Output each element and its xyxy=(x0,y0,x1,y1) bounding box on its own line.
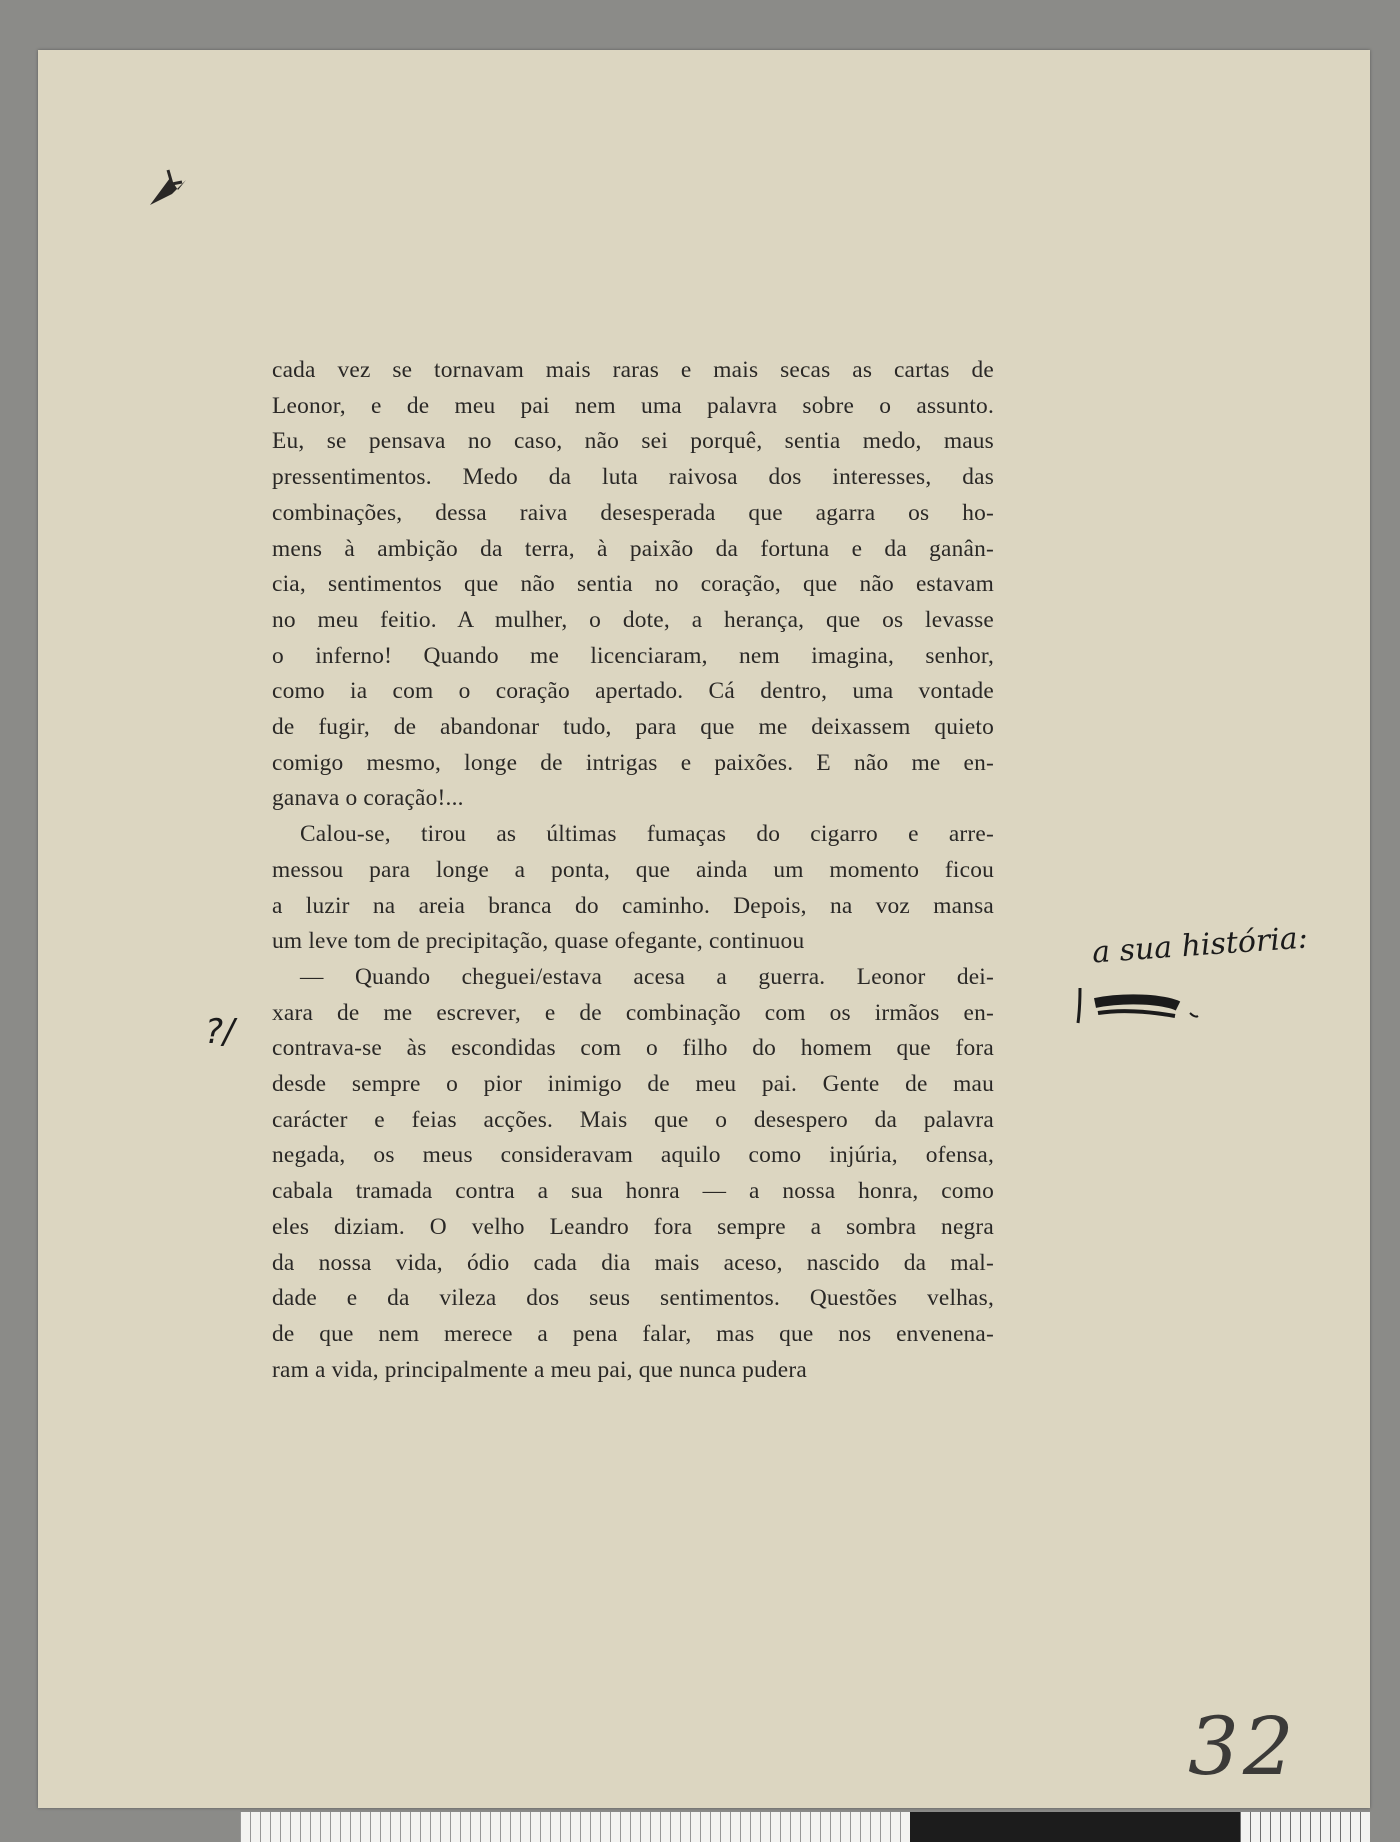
text-line: eles diziam. O velho Leandro fora sempre a sombra negra xyxy=(272,1213,994,1240)
body-text xyxy=(272,353,994,1388)
scale-ruler xyxy=(240,1812,1370,1842)
text-line: a luzir na areia branca do caminho. Depois, na voz mansa xyxy=(272,892,994,919)
text-line: contrava-se às escondidas com o filho do homem que fora xyxy=(272,1035,994,1062)
text-line: de que nem merece a pena falar, mas que nos envenena- xyxy=(272,1320,994,1347)
text-line: um leve tom de precipitação, quase ofegante, continuou xyxy=(272,928,805,955)
text-line: pressentimentos. Medo da luta raivosa dos interesses, das xyxy=(272,464,994,491)
text-line: no meu feitio. A mulher, o dote, a herança, que os levasse xyxy=(272,606,994,633)
star-mark-icon xyxy=(130,150,200,220)
text-line: ganava o coração!... xyxy=(272,785,464,812)
margin-mark-left: ?/ xyxy=(205,1012,235,1052)
text-line: de fugir, de abandonar tudo, para que me deixassem quieto xyxy=(272,714,994,741)
text-line: Leonor, e de meu pai nem uma palavra sobre o assunto. xyxy=(272,392,994,419)
margin-note-right xyxy=(1050,920,1350,1040)
text-line: desde sempre o pior inimigo de meu pai. Gente de mau xyxy=(272,1071,994,1098)
text-line: Calou-se, tirou as últimas fumaças do cigarro e arre- xyxy=(300,821,994,848)
text-line: negada, os meus consideravam aquilo como injúria, ofensa, xyxy=(272,1142,994,1169)
text-line: mens à ambição da terra, à paixão da fortuna e da ganân- xyxy=(272,535,994,562)
text-line: cia, sentimentos que não sentia no coração, que não estavam xyxy=(272,571,994,598)
text-line: como ia com o coração apertado. Cá dentro, uma vontade xyxy=(272,678,994,705)
text-line: cabala tramada contra a sua honra — a nossa honra, como xyxy=(272,1178,994,1205)
handwritten-note: a sua história: xyxy=(1091,920,1309,971)
page-number: 32 xyxy=(1188,1700,1298,1793)
text-line: da nossa vida, ódio cada dia mais aceso, nascido da mal- xyxy=(272,1249,994,1276)
text-line: ram a vida, principalmente a meu pai, que nunca pudera xyxy=(272,1356,807,1383)
text-line: cada vez se tornavam mais raras e mais secas as cartas de xyxy=(272,357,994,383)
text-line: comigo mesmo, longe de intrigas e paixões. E não me en- xyxy=(272,749,994,776)
crossed-out-word-icon xyxy=(1050,958,1250,1038)
text-line: messou para longe a ponta, que ainda um momento ficou xyxy=(272,856,994,883)
text-line: — Quando cheguei/estava acesa a guerra. Leonor dei- xyxy=(300,963,994,990)
text-line: carácter e feias acções. Mais que o desespero da palavra xyxy=(272,1106,994,1133)
text-line: dade e da vileza dos seus sentimentos. Questões velhas, xyxy=(272,1285,994,1312)
text-line: o inferno! Quando me licenciaram, nem imagina, senhor, xyxy=(272,642,994,669)
text-line: combinações, dessa raiva desesperada que agarra os ho- xyxy=(272,499,994,526)
text-line: xara de me escrever, e de combinação com os irmãos en- xyxy=(272,999,994,1026)
text-line: Eu, se pensava no caso, não sei porquê, sentia medo, maus xyxy=(272,428,994,455)
